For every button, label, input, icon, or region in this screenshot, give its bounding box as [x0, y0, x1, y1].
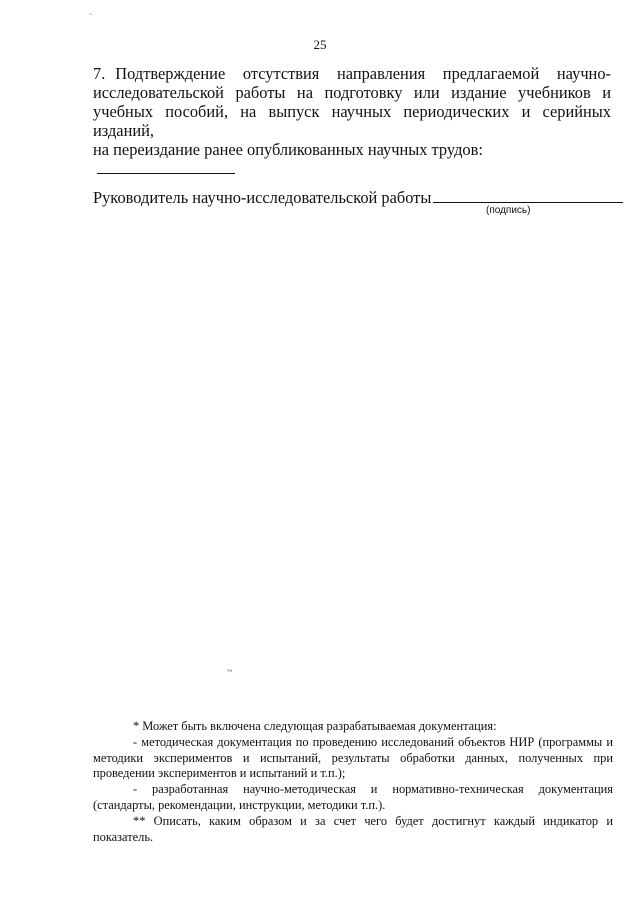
- section-7-text-last: на переиздание ранее опубликованных научных трудов:: [93, 140, 483, 159]
- signature-line[interactable]: [433, 188, 623, 203]
- footnotes: [93, 719, 613, 845]
- signature-label: Руководитель научно-исследовательской работы: [93, 188, 432, 207]
- signature-row: [93, 188, 613, 208]
- footnote-1-item-1: - методическая документация по проведению исследований объектов НИР (программы и методики экспериментов и испытаний, результаты обработки данных, полученных при проведении экспериментов и испытаний и т.п.);: [93, 734, 613, 781]
- signature-caption: (подпись): [486, 205, 531, 216]
- section-7: [93, 64, 611, 178]
- section-7-number: 7.: [93, 64, 106, 83]
- answer-blank-line[interactable]: [97, 159, 235, 174]
- section-7-last-line: [93, 140, 611, 178]
- stray-mark-middle: ~: [227, 666, 233, 677]
- footnote-2: ** Описать, каким образом и за счет чего будет достигнут каждый индикатор и показатель.: [93, 813, 613, 844]
- section-7-text: Подтверждение отсутствия направления предлагаемой научно-исследовательской работы на подготовку или издание учебников и учебных пособий, на выпуск научных периодических и серийных изданий,: [93, 64, 611, 140]
- stray-mark-top: `: [89, 13, 93, 24]
- footnote-1-title: * Может быть включена следующая разрабатываемая документация:: [133, 719, 497, 733]
- footnote-1-item-2: - разработанная научно-методическая и нормативно-техническая документация (стандарты, рекомендации, инструкции, методики т.п.).: [93, 782, 613, 812]
- page-number: 25: [313, 37, 327, 52]
